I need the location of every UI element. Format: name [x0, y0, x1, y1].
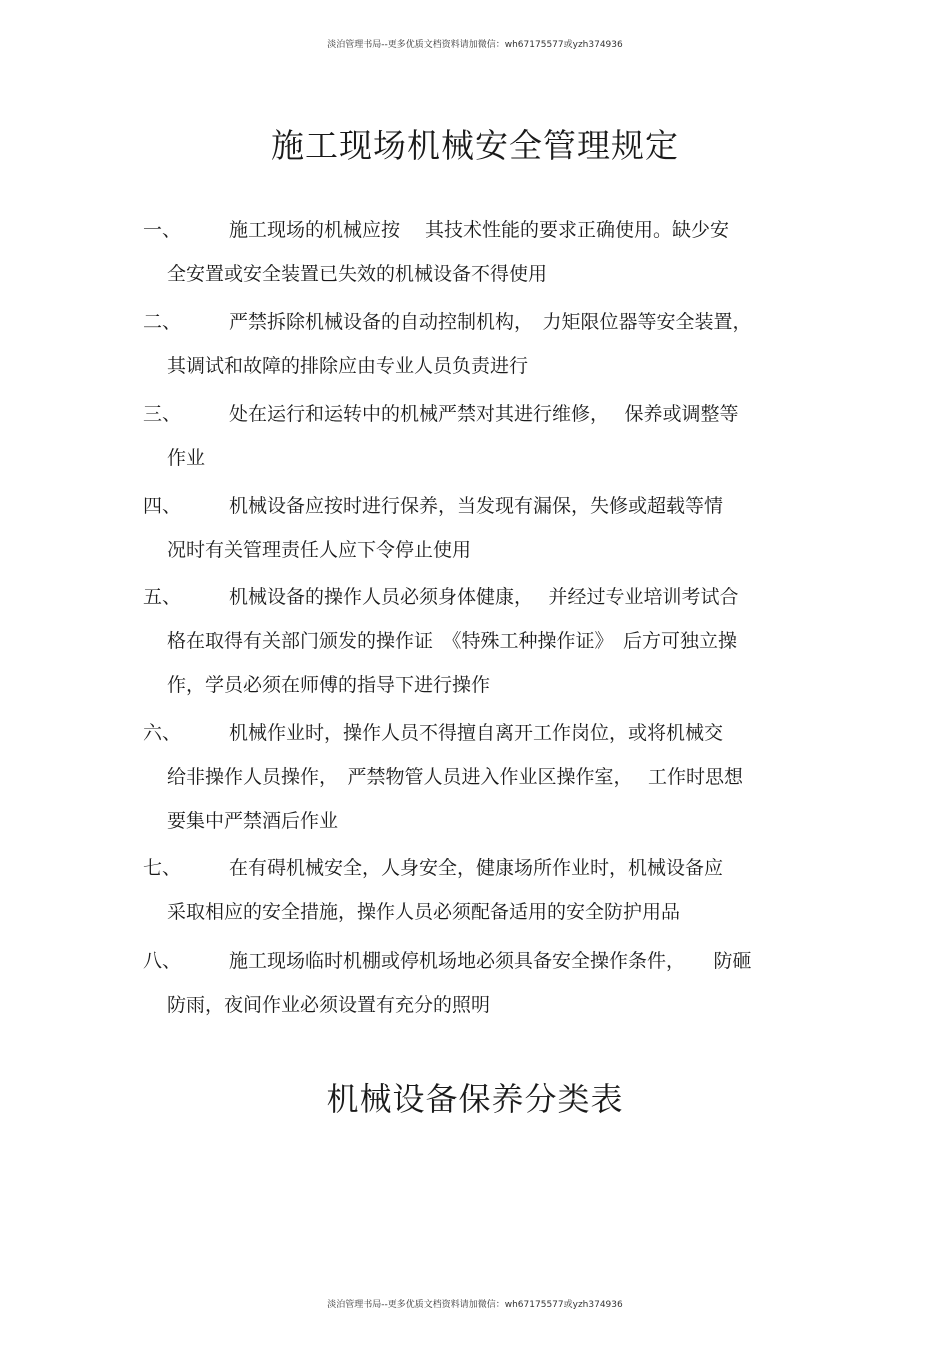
rule-number: 六、 — [143, 722, 182, 744]
rule-text: 处在运行和运转中的机械严禁对其进行维修， 保养或调整等 — [229, 403, 739, 425]
rule-item — [143, 711, 808, 843]
rule-text-cont: 况时有关管理责任人应下令停止使用 — [167, 539, 472, 561]
rule-number: 七、 — [143, 857, 182, 879]
rule-text-cont: 给非操作人员操作， 严禁物管人员进入作业区操作室， 工作时思想 — [167, 766, 744, 788]
rule-item — [143, 392, 808, 480]
rule-text: 机械设备的操作人员必须身体健康， 并经过专业培训考试合 — [229, 586, 739, 608]
rule-text: 施工现场的机械应按 其技术性能的要求正确使用。缺少安 — [229, 219, 730, 241]
rule-text-cont: 作，学员必须在师傅的指导下进行操作 — [167, 674, 491, 696]
rule-number: 一、 — [143, 219, 182, 241]
page-title: 施工现场机械安全管理规定 — [271, 126, 679, 165]
rule-text-cont: 作业 — [167, 447, 206, 469]
rule-text: 施工现场临时机棚或停机场地必须具备安全操作条件， 防砸 — [229, 950, 752, 972]
rule-text-cont: 其调试和故障的排除应由专业人员负责进行 — [167, 355, 529, 377]
rule-text: 在有碍机械安全，人身安全，健康场所作业时，机械设备应 — [229, 857, 724, 879]
rule-text-cont: 全安置或安全装置已失效的机械设备不得使用 — [167, 263, 548, 285]
rule-number: 四、 — [143, 495, 182, 517]
rule-number: 三、 — [143, 403, 182, 425]
rule-item — [143, 575, 808, 707]
rule-text-cont: 格在取得有关部门颁发的操作证 《特殊工种操作证》 后方可独立操 — [167, 630, 738, 652]
rule-text: 机械作业时，操作人员不得擅自离开工作岗位，或将机械交 — [229, 722, 724, 744]
footer-watermark: 淡泊管理书局--更多优质文档资料请加微信：wh67175577或yzh374936 — [327, 1300, 623, 1310]
rule-text-cont: 要集中严禁酒后作业 — [167, 810, 339, 832]
rule-text-cont: 防雨，夜间作业必须设置有充分的照明 — [167, 994, 491, 1016]
rule-item — [143, 484, 808, 572]
rule-number: 二、 — [143, 311, 182, 333]
header-watermark: 淡泊管理书局--更多优质文档资料请加微信：wh67175577或yzh374936 — [327, 40, 623, 50]
rule-item — [143, 939, 808, 1027]
rule-text: 严禁拆除机械设备的自动控制机构， 力矩限位器等安全装置， — [229, 311, 752, 333]
section-title: 机械设备保养分类表 — [326, 1080, 624, 1118]
rule-number: 五、 — [143, 586, 182, 608]
rule-text: 机械设备应按时进行保养，当发现有漏保，失修或超载等情 — [229, 495, 724, 517]
rule-item — [143, 846, 808, 934]
rule-text-cont: 采取相应的安全措施，操作人员必须配备适用的安全防护用品 — [167, 901, 681, 923]
rule-item — [143, 300, 808, 388]
rule-number: 八、 — [143, 950, 182, 972]
rule-item — [143, 208, 808, 296]
